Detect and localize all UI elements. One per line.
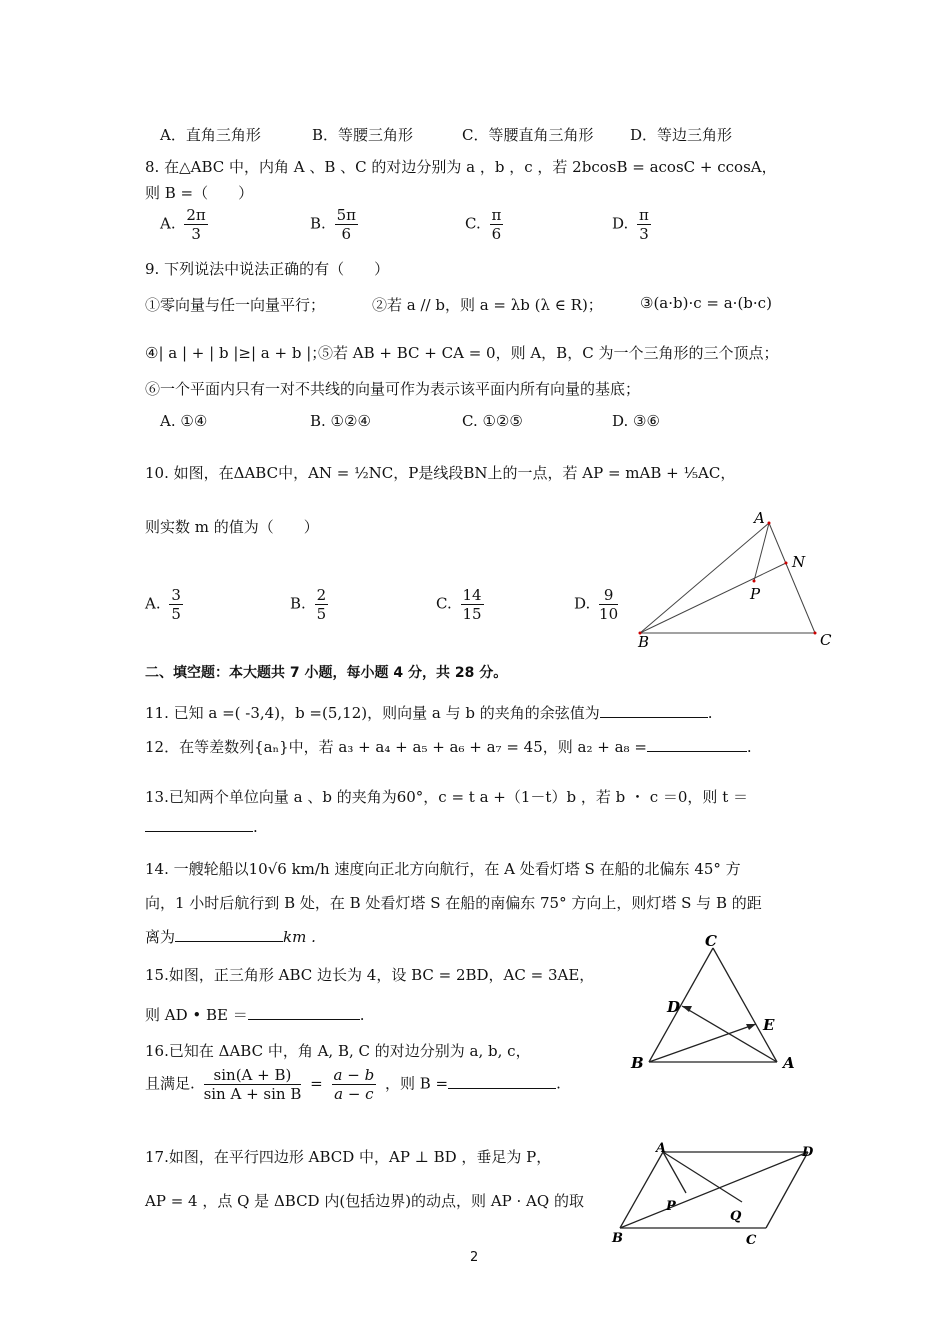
q10-label-p: P [750,585,761,603]
q10-label-c: C [820,631,832,649]
q14-line-3: 离为 km . [145,928,316,946]
q8-option-a: A. $\frac{2\pi}{3}$ [160,206,206,243]
q15-label-d: D [667,998,681,1016]
q8-stem: 8. 在△ABC 中，内角 A 、B 、C 的对边分别为 a ，b ，c ，若 2bcosB = acosC + ccosA， [145,158,777,176]
q17-label-d: D [802,1145,814,1160]
q15-line-2: 则 AD • BE ＝ . [145,1006,365,1024]
section-2-heading: 二、填空题：本大题共 7 小题，每小题 4 分，共 28 分。 [145,665,508,681]
q17-label-c: C [746,1233,757,1248]
q9-statement-1: ①零向量与任一向量平行； [145,296,326,314]
q9-option-c: C. ①②⑤ [462,412,523,430]
q10-option-c: C. $\frac{14}{15}$ [436,586,482,623]
q17-line-2: AP = 4 ，点 Q 是 ΔBCD 内(包括边界)的动点，则 AP · AQ 的取 [145,1192,584,1210]
q17-label-a: A [656,1141,667,1156]
q10-stem: 10. 如图，在ΔABC中，AN = ½NC，P是线段BN上的一点，若 AP = mAB + ⅕AC， [145,464,736,482]
q10-option-b: B. $\frac{2}{5}$ [290,586,327,623]
q13-blank: . [145,818,258,836]
q7-option-b: B．等腰三角形 [312,126,414,144]
q11-text: 11. 已知 a =( -3,4)，b =(5,12)，则向量 a 与 b 的夹角的余弦值为 . [145,704,713,722]
q17-label-b: B [612,1231,623,1246]
q10-label-a: A [754,509,765,527]
q9-option-b: B. ①②④ [310,412,371,430]
q9-statement-3: ③(a·b)·c = a·(b·c) [640,294,772,312]
page-number: 2 [470,1250,479,1265]
q10-ask: 则实数 m 的值为（ ） [145,518,319,536]
q8-ask: 则 B =（ ） [145,184,254,202]
q10-option-d: D. $\frac{9}{10}$ [574,586,619,623]
q10-option-a: A. $\frac{3}{5}$ [145,586,181,623]
q10-label-n: N [792,553,806,571]
q12-text: 12．在等差数列{aₙ}中，若 a₃ + a₄ + a₅ + a₆ + a₇ = 45，则 a₂ + a₈ = . [145,738,752,756]
q8-option-c: C. $\frac{\pi}{6}$ [465,206,502,243]
q10-triangle-figure [630,505,840,650]
q9-statement-2: ②若 a // b，则 a = λb (λ ∈ R)； [372,296,603,314]
q17-line-1: 17.如图，在平行四边形 ABCD 中，AP ⊥ BD ，垂足为 P， [145,1148,552,1166]
q13-text: 13.已知两个单位向量 a 、b 的夹角为60°，c = t a +（1－t）b ，若 b ・ c ＝0，则 t ＝ [145,788,748,806]
q15-line-1: 15.如图，正三角形 ABC 边长为 4，设 BC = 2BD，AC = 3AE， [145,966,595,984]
q16-line-1: 16.已知在 ΔABC 中，角 A, B, C 的对边分别为 a, b, c， [145,1042,531,1060]
q8-option-d: D. $\frac{\pi}{3}$ [612,206,649,243]
q9-statement-4: ④| a | + | b |≥| a + b |； [145,344,327,362]
q15-label-c: C [705,932,717,950]
q17-parallelogram-figure [608,1140,833,1250]
q7-option-c: C．等腰直角三角形 [462,126,594,144]
q8-option-b: B. $\frac{5\pi}{6}$ [310,206,356,243]
q15-label-a: A [783,1054,795,1072]
q15-label-b: B [631,1054,644,1072]
q9-statement-6: ⑥一个平面内只有一对不共线的向量可作为表示该平面内所有向量的基底； [145,380,641,398]
q7-option-a: A．直角三角形 [160,126,261,144]
q7-option-d: D．等边三角形 [630,126,733,144]
q17-label-p: P [666,1199,676,1214]
q9-option-a: A. ①④ [160,412,208,430]
q9-option-d: D. ③⑥ [612,412,660,430]
q17-label-q: Q [730,1209,742,1224]
q10-label-b: B [638,633,650,650]
q16-line-2: 且满足. $\frac{\sin(A + B)}{\text{sin A + sin B}}$ = $\frac{a - b}{a - c}$ ，则 B = . [145,1066,561,1103]
q14-line-1: 14. 一艘轮船以10√6 km/h 速度向正北方向航行，在 A 处看灯塔 S 在船的北偏东 45° 方 [145,860,741,878]
q14-line-2: 向，1 小时后航行到 B 处，在 B 处看灯塔 S 在船的南偏东 75° 方向上，则灯塔 S 与 B 的距 [145,894,762,912]
q9-statement-5: ⑤若 AB + BC + CA = 0，则 A，B，C 为一个三角形的三个顶点； [318,344,779,362]
q9-stem: 9. 下列说法中说法正确的有（ ） [145,260,390,278]
q15-triangle-figure [625,932,805,1077]
q15-label-e: E [763,1016,775,1034]
